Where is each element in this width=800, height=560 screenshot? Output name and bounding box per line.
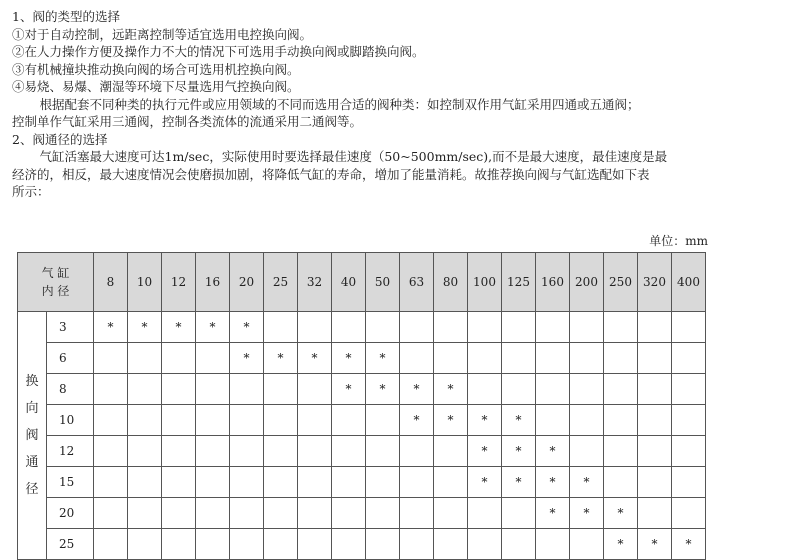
table-cell <box>434 498 468 529</box>
corner-label-bore: 内 径 <box>41 284 70 298</box>
table-row <box>18 405 706 436</box>
section-2-heading: 2、阀通径的选择 <box>12 131 108 147</box>
table-cell <box>400 498 434 529</box>
table-cell: * <box>162 312 196 343</box>
table-cell <box>672 343 706 374</box>
table-cell <box>502 498 536 529</box>
table-cell <box>332 436 366 467</box>
section-1-item-2: ②在人力操作方便及操作力不大的情况下可选用手动换向阀或脚踏换向阀。 <box>12 44 425 59</box>
table-cell: * <box>434 374 468 405</box>
valve-port-size: 3 <box>47 312 94 343</box>
table-cell <box>230 405 264 436</box>
valve-port-size: 6 <box>47 343 94 374</box>
table-cell <box>264 467 298 498</box>
table-cell: * <box>332 343 366 374</box>
table-cell <box>366 436 400 467</box>
table-cell <box>332 467 366 498</box>
table-cell <box>94 498 128 529</box>
table-cell <box>162 467 196 498</box>
corner-label-cylinder: 气 缸 <box>41 266 70 280</box>
table-row <box>18 343 706 374</box>
table-cell <box>230 498 264 529</box>
table-row <box>18 374 706 405</box>
table-cell: * <box>366 343 400 374</box>
table-cell <box>230 374 264 405</box>
cylinder-bore-header: 12 <box>162 253 196 312</box>
table-cell <box>332 405 366 436</box>
table-cell <box>638 312 672 343</box>
valve-port-size: 10 <box>47 405 94 436</box>
valve-port-row-label <box>18 312 47 560</box>
table-cell: * <box>502 436 536 467</box>
table-cell <box>502 529 536 560</box>
section-1-paragraph-line-2: 控制单作气缸采用三通阀，控制各类流体的流通采用二通阀等。 <box>12 114 363 129</box>
table-cell <box>162 405 196 436</box>
section-1-heading: 1、阀的类型的选择 <box>12 9 120 24</box>
table-cell <box>366 312 400 343</box>
table-cell <box>366 498 400 529</box>
table-cell <box>162 436 196 467</box>
table-cell <box>570 529 604 560</box>
table-cell <box>434 343 468 374</box>
table-cell <box>400 312 434 343</box>
table-cell <box>604 405 638 436</box>
table-cell <box>264 374 298 405</box>
table-cell <box>264 436 298 467</box>
section-1-paragraph-line-1: 根据配套不同种类的执行元件或应用领域的不同而选用合适的阀种类：如控制双作用气缸采用四通或五通阀； <box>39 96 640 112</box>
table-cell <box>196 467 230 498</box>
table-cell <box>570 312 604 343</box>
table-row <box>18 529 706 560</box>
table-cell <box>264 405 298 436</box>
table-cell <box>468 529 502 560</box>
cylinder-bore-header: 20 <box>230 253 264 312</box>
table-cell: * <box>468 405 502 436</box>
table-cell: * <box>536 467 570 498</box>
table-cell <box>128 374 162 405</box>
table-cell <box>264 312 298 343</box>
table-cell: * <box>638 529 672 560</box>
cylinder-bore-header: 63 <box>400 253 434 312</box>
cylinder-bore-header: 400 <box>672 253 706 312</box>
table-cell <box>128 343 162 374</box>
valve-port-size: 20 <box>47 498 94 529</box>
section-1-item-4: ④易烧、易爆、潮湿等环境下尽量选用气控换向阀。 <box>12 79 300 94</box>
table-cell <box>604 312 638 343</box>
cylinder-bore-header: 250 <box>604 253 638 312</box>
table-cell <box>536 529 570 560</box>
table-cell: * <box>468 467 502 498</box>
table-cell <box>298 374 332 405</box>
table-cell <box>400 436 434 467</box>
valve-port-size: 25 <box>47 529 94 560</box>
table-cell <box>536 312 570 343</box>
table-cell: * <box>570 498 604 529</box>
section-2-paragraph-line-3: 所示： <box>12 184 50 199</box>
table-corner-header <box>18 253 94 312</box>
table-cell: * <box>502 467 536 498</box>
table-cell <box>502 312 536 343</box>
table-cell <box>468 374 502 405</box>
table-cell <box>502 343 536 374</box>
table-cell <box>196 405 230 436</box>
table-cell <box>94 436 128 467</box>
table-cell <box>298 467 332 498</box>
valve-port-size: 8 <box>47 374 94 405</box>
table-cell <box>162 374 196 405</box>
table-cell: * <box>230 343 264 374</box>
table-cell <box>638 498 672 529</box>
table-cell <box>638 343 672 374</box>
table-cell <box>128 498 162 529</box>
table-cell <box>94 467 128 498</box>
table-row <box>18 467 706 498</box>
cylinder-bore-header: 200 <box>570 253 604 312</box>
table-cell <box>604 436 638 467</box>
table-cell <box>128 436 162 467</box>
section-1-item-3: ③有机械撞块推动换向阀的场合可选用机控换向阀。 <box>12 61 300 77</box>
table-cell <box>230 467 264 498</box>
table-cell <box>434 312 468 343</box>
table-cell <box>196 374 230 405</box>
table-cell <box>604 374 638 405</box>
table-cell <box>162 529 196 560</box>
table-cell: * <box>332 374 366 405</box>
table-cell <box>570 436 604 467</box>
table-cell <box>230 436 264 467</box>
cylinder-bore-header: 125 <box>502 253 536 312</box>
table-cell <box>128 467 162 498</box>
table-cell: * <box>434 405 468 436</box>
table-cell <box>672 312 706 343</box>
table-cell <box>94 529 128 560</box>
table-cell <box>434 436 468 467</box>
section-2-paragraph-line-2: 经济的，相反，最大速度情况会使磨损加剧，将降低气缸的寿命，增加了能量消耗。故推荐换向阀与气缸选配如下表 <box>12 166 650 182</box>
cylinder-bore-header: 80 <box>434 253 468 312</box>
table-cell <box>604 467 638 498</box>
table-cell: * <box>94 312 128 343</box>
table-row <box>18 312 706 343</box>
table-cell <box>366 529 400 560</box>
table-cell: * <box>502 405 536 436</box>
row-label-char: 向 <box>25 401 39 416</box>
table-cell: * <box>468 436 502 467</box>
cylinder-bore-header: 50 <box>366 253 400 312</box>
table-cell: * <box>400 405 434 436</box>
table-cell <box>536 343 570 374</box>
table-cell <box>570 405 604 436</box>
table-cell: * <box>298 343 332 374</box>
table-cell <box>570 374 604 405</box>
table-cell: * <box>400 374 434 405</box>
table-cell <box>434 529 468 560</box>
cylinder-bore-header: 40 <box>332 253 366 312</box>
table-cell: * <box>196 312 230 343</box>
table-cell: * <box>128 312 162 343</box>
table-cell <box>298 405 332 436</box>
table-cell <box>94 405 128 436</box>
table-cell <box>570 343 604 374</box>
table-cell <box>196 343 230 374</box>
table-cell <box>366 467 400 498</box>
table-cell <box>332 529 366 560</box>
table-cell <box>468 498 502 529</box>
valve-port-size: 15 <box>47 467 94 498</box>
table-cell <box>94 343 128 374</box>
table-cell <box>638 467 672 498</box>
valve-selection-table <box>17 252 706 560</box>
table-cell <box>468 312 502 343</box>
valve-port-size: 12 <box>47 436 94 467</box>
row-label-char: 径 <box>25 482 39 497</box>
table-cell <box>196 529 230 560</box>
table-cell <box>332 312 366 343</box>
section-2-paragraph-line-1: 气缸活塞最大速度可达1m/sec，实际使用时要选择最佳速度（50~500mm/sec),而不是最大速度，最佳速度是最 <box>39 149 668 164</box>
cylinder-bore-header: 25 <box>264 253 298 312</box>
cylinder-bore-header: 32 <box>298 253 332 312</box>
table-cell <box>400 467 434 498</box>
row-label-char: 阀 <box>25 428 39 443</box>
table-cell <box>230 529 264 560</box>
row-label-char: 换 <box>25 374 39 389</box>
table-cell <box>162 343 196 374</box>
cylinder-bore-header: 10 <box>128 253 162 312</box>
table-row <box>18 436 706 467</box>
cylinder-bore-header: 320 <box>638 253 672 312</box>
table-cell <box>332 498 366 529</box>
table-cell <box>672 498 706 529</box>
table-cell <box>264 498 298 529</box>
table-cell <box>264 529 298 560</box>
table-cell: * <box>230 312 264 343</box>
table-cell <box>400 343 434 374</box>
table-cell <box>672 405 706 436</box>
table-cell <box>400 529 434 560</box>
table-cell <box>298 529 332 560</box>
table-cell: * <box>570 467 604 498</box>
table-cell: * <box>604 498 638 529</box>
table-cell <box>672 467 706 498</box>
table-cell: * <box>264 343 298 374</box>
table-cell: * <box>604 529 638 560</box>
table-cell <box>468 343 502 374</box>
table-cell <box>94 374 128 405</box>
table-cell <box>536 374 570 405</box>
table-cell: * <box>536 498 570 529</box>
section-1-item-1: ①对于自动控制，远距离控制等适宜选用电控换向阀。 <box>12 26 313 42</box>
table-cell <box>638 374 672 405</box>
row-label-char: 通 <box>25 455 39 470</box>
table-cell <box>638 405 672 436</box>
table-cell <box>672 436 706 467</box>
table-cell: * <box>536 436 570 467</box>
table-cell <box>128 529 162 560</box>
table-cell <box>298 436 332 467</box>
table-cell <box>502 374 536 405</box>
cylinder-bore-header: 100 <box>468 253 502 312</box>
table-cell <box>638 436 672 467</box>
table-cell <box>196 436 230 467</box>
corner-header-stack <box>18 264 93 300</box>
table-row <box>18 498 706 529</box>
table-cell: * <box>672 529 706 560</box>
cylinder-bore-header: 8 <box>94 253 128 312</box>
table-header-row <box>18 253 706 312</box>
table-cell <box>434 467 468 498</box>
cylinder-bore-header: 160 <box>536 253 570 312</box>
unit-label: 单位：mm <box>649 234 708 248</box>
table-cell: * <box>366 374 400 405</box>
table-cell <box>672 374 706 405</box>
table-cell <box>128 405 162 436</box>
section-1 <box>12 8 792 201</box>
table-cell <box>366 405 400 436</box>
table-cell <box>298 498 332 529</box>
table-cell <box>196 498 230 529</box>
table-cell <box>604 343 638 374</box>
cylinder-bore-header: 16 <box>196 253 230 312</box>
table-cell <box>162 498 196 529</box>
table-cell <box>536 405 570 436</box>
table-cell <box>298 312 332 343</box>
